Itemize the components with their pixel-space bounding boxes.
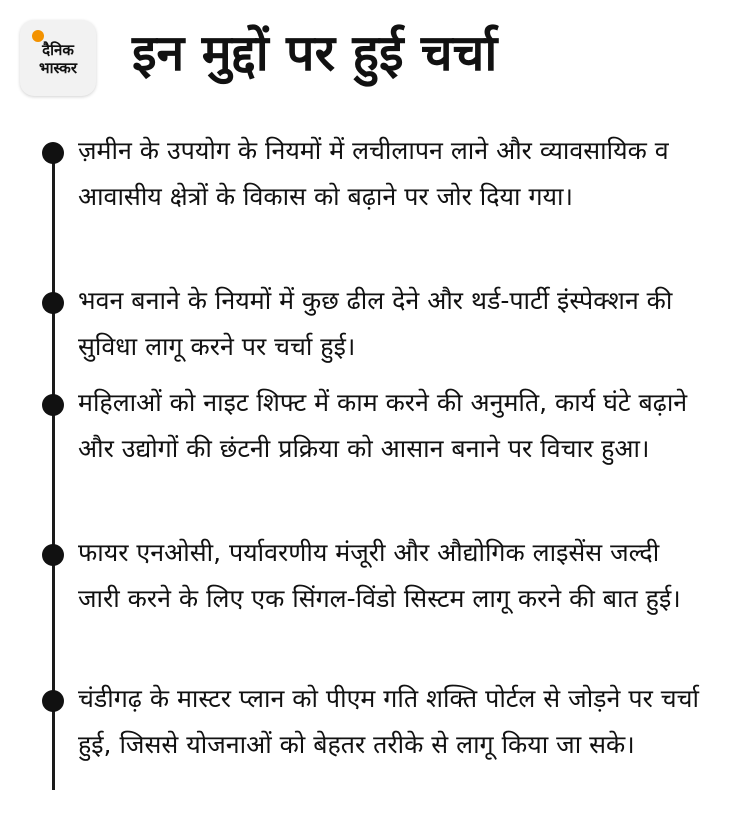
logo-line-2: भास्कर [39, 59, 77, 77]
bullet-icon [42, 142, 64, 164]
header [0, 0, 730, 110]
page-title: इन मुद्दों पर हुई चर्चा [132, 24, 498, 82]
logo-line-1: दैनिक [42, 41, 74, 59]
bullet-icon [42, 690, 64, 712]
point-text: महिलाओं को नाइट शिफ्ट में काम करने की अनुमति, कार्य घंटे बढ़ाने और उद्योगों की छंटनी प्रक्रिया को आसान बनाने पर विचार हुआ। [78, 388, 688, 463]
bullet-icon [42, 292, 64, 314]
point-text: भवन बनाने के नियमों में कुछ ढील देने और थर्ड-पार्टी इंस्पेक्शन की सुविधा लागू करने पर चर्चा हुई। [78, 286, 673, 361]
bullet-icon [42, 394, 64, 416]
bullet-icon [42, 544, 64, 566]
dainik-bhaskar-logo [20, 20, 96, 96]
point-text: फायर एनओसी, पर्यावरणीय मंजूरी और औद्योगिक लाइसेंस जल्दी जारी करने के लिए एक सिंगल-विंडो सिस्टम लागू करने की बात हुई। [78, 538, 681, 613]
point-text: ज़मीन के उपयोग के नियमों में लचीलापन लाने और व्यावसायिक व आवासीय क्षेत्रों के विकास को बढ़ाने पर जोर दिया गया। [78, 136, 669, 211]
point-text: चंडीगढ़ के मास्टर प्लान को पीएम गति शक्ति पोर्टल से जोड़ने पर चर्चा हुई, जिससे योजनाओं को बेहतर तरीके से लागू किया जा सके। [78, 684, 699, 759]
